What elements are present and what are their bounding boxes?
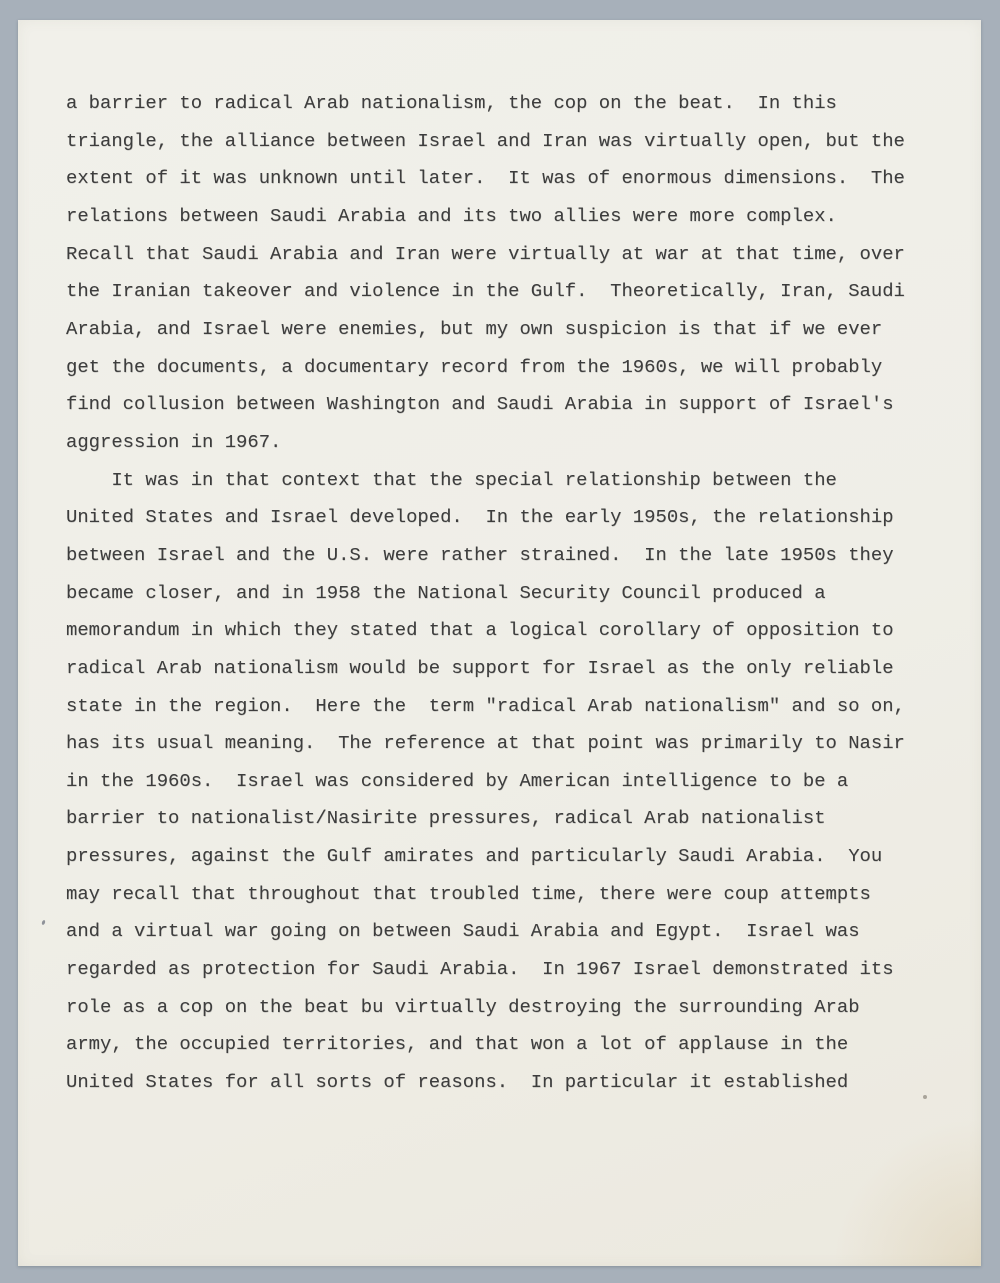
typed-line: memorandum in which they stated that a logical corollary of opposition to (66, 619, 894, 642)
typed-line: army, the occupied territories, and that won a lot of applause in the (66, 1033, 849, 1056)
typed-line: and a virtual war going on between Saudi Arabia and Egypt. Israel was (66, 920, 860, 943)
typed-line: aggression in 1967. (66, 430, 282, 453)
typed-line: role as a cop on the beat bu virtually destroying the surrounding Arab (66, 995, 860, 1018)
typed-line: extent of it was unknown until later. It was of enormous dimensions. The (66, 167, 905, 190)
typed-line: became closer, and in 1958 the National Security Council produced a (66, 581, 826, 604)
paper-speck (41, 920, 46, 926)
typed-line: United States for all sorts of reasons. In particular it established (66, 1071, 849, 1094)
typed-line: find collusion between Washington and Saudi Arabia in support of Israel's (66, 393, 894, 416)
typed-line: the Iranian takeover and violence in the Gulf. Theoretically, Iran, Saudi (66, 280, 905, 303)
typed-text (66, 85, 946, 1102)
typed-line: barrier to nationalist/Nasirite pressures, radical Arab nationalist (66, 807, 826, 830)
typed-line: United States and Israel developed. In the early 1950s, the relationship (66, 506, 894, 529)
typed-line: state in the region. Here the term "radical Arab nationalism" and so on, (66, 694, 905, 717)
typed-line: Arabia, and Israel were enemies, but my own suspicion is that if we ever (66, 317, 883, 340)
typed-line: radical Arab nationalism would be support for Israel as the only reliable (66, 656, 894, 679)
typed-line: has its usual meaning. The reference at that point was primarily to Nasir (66, 732, 905, 755)
typed-line: It was in that context that the special relationship between the (66, 468, 837, 491)
typed-line: in the 1960s. Israel was considered by American intelligence to be a (66, 769, 849, 792)
typed-line: regarded as protection for Saudi Arabia. In 1967 Israel demonstrated its (66, 958, 894, 981)
typed-line: may recall that throughout that troubled time, there were coup attempts (66, 882, 871, 905)
typed-line: triangle, the alliance between Israel and Iran was virtually open, but the (66, 129, 905, 152)
typed-line: relations between Saudi Arabia and its two allies were more complex. (66, 204, 837, 227)
document-page (18, 20, 981, 1266)
typed-line: between Israel and the U.S. were rather strained. In the late 1950s they (66, 543, 894, 566)
typed-line: pressures, against the Gulf amirates and particularly Saudi Arabia. You (66, 845, 883, 868)
typed-line: get the documents, a documentary record from the 1960s, we will probably (66, 355, 883, 378)
typed-line: Recall that Saudi Arabia and Iran were virtually at war at that time, over (66, 242, 905, 265)
typed-line: a barrier to radical Arab nationalism, the cop on the beat. In this (66, 92, 837, 114)
